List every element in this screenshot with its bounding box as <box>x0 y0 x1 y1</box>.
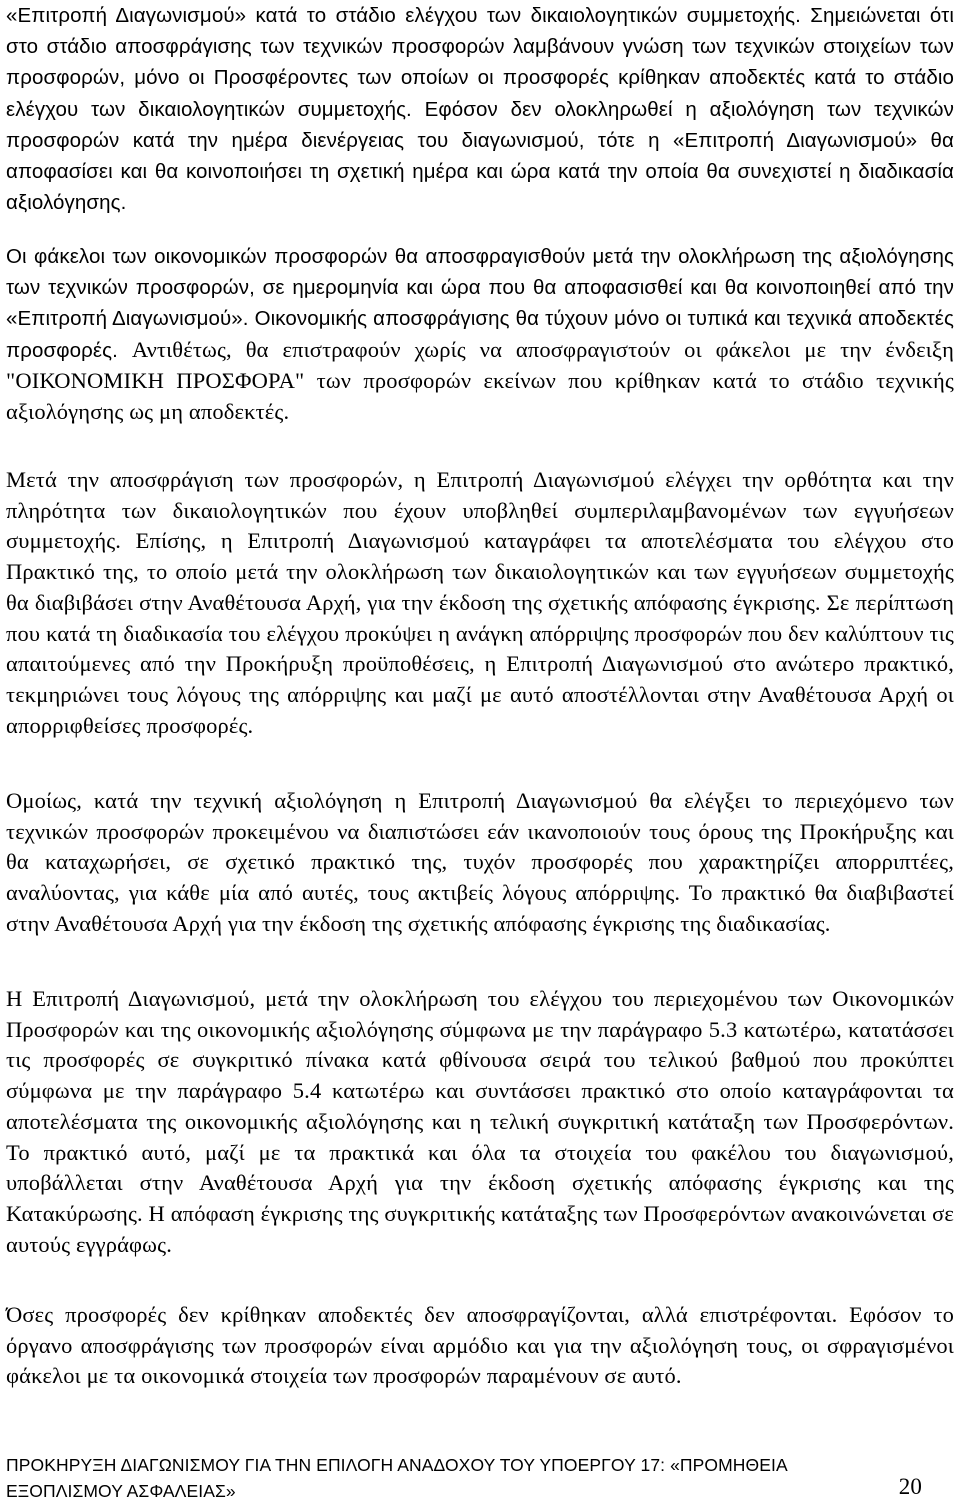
footer-title-line-1: ΠΡΟΚΗΡΥΞΗ ΔΙΑΓΩΝΙΣΜΟΥ ΓΙΑ ΤΗΝ ΕΠΙΛΟΓΗ ΑΝΑΔΟΧΟΥ ΤΟΥ ΥΠΟΕΡΓΟΥ 17: «ΠΡΟΜΗΘΕΙΑ <box>6 1455 788 1475</box>
paragraph-technical-offers-opening <box>6 0 954 218</box>
paragraph-text: Όσες προσφορές δεν κρίθηκαν αποδεκτές δεν αποσφραγίζονται, αλλά επιστρέφονται. Εφόσον το όργανο αποσφράγισης των προσφορών είναι αρμόδιο και για την αξιολόγηση τους, οι σφραγισμένοι φάκελοι με τα οικονομικά στοιχεία των προσφορών παραμένουν σε αυτό. <box>6 1302 954 1389</box>
paragraph-rejected-offers <box>6 1300 954 1392</box>
paragraph-text: Η Επιτροπή Διαγωνισμού, μετά την ολοκλήρωση του ελέγχου του περιεχομένου των Οικονομικών Προσφορών και της οικονομικής αξιολόγησης σύμφωνα με την παράγραφο 5.3 κατωτέρω, κατατάσσει τις προσφορές σε συγκριτικό πίνακα κατά φθίνουσα σειρά του τελικού βαθμού που προκύπτει σύμφωνα με την παράγραφο 5.4 κατωτέρω και συντάσσει πρακτικό στο οποίο καταγράφονται τα αποτελέσματα της οικονομικής αξιολόγησης και η τελική συγκριτική κατάταξη των Προσφερόντων. Το πρακτικό αυτό, μαζί με τα πρακτικά και όλα τα στοιχεία του φακέλου του διαγωνισμού, υποβάλλεται στην Αναθέτουσα Αρχή για την έκδοση σχετικής απόφασης έγκρισης και της Κατακύρωσης. Η απόφαση έγκρισης της συγκριτικής κατάταξης των Προσφερόντων ανακοινώνεται σε αυτούς εγγράφως. <box>6 986 954 1257</box>
page-number: 20 <box>898 1474 922 1499</box>
paragraph-text: Μετά την αποσφράγιση των προσφορών, η Επιτροπή Διαγωνισμού ελέγχει την ορθότητα και την πληρότητα των δικαιολογητικών που έχουν υποβληθεί συμπεριλαμβανομένων των εγγυήσεων συμμετοχής. Επίσης, η Επιτροπή Διαγωνισμού καταγράφει τα αποτελέσματα του ελέγχου στο Πρακτικό της, το οποίο μετά την ολοκλήρωση των δικαιολογητικών και των εγγυήσεων συμμετοχής θα διαβιβάσει στην Αναθέτουσα Αρχή, για την έκδοση της σχετικής απόφασης έγκρισης. Σε περίπτωση που κατά τη διαδικασία του ελέγχου προκύψει η ανάγκη απόρριψης προσφορών που δεν καλύπτουν τις απαιτούμενες από την Προκήρυξη προϋποθέσεις, η Επιτροπή Διαγωνισμού στο ανώτερο πρακτικό, τεκμηριώνει τους λόγους της απόρριψης και μαζί με αυτό αποστέλλονται στην Αναθέτουσα Αρχή οι απορριφθείσες προσφορές. <box>6 467 954 738</box>
footer-title-line-2: ΕΞΟΠΛΙΣΜΟΥ ΑΣΦΑΛΕΙΑΣ» <box>6 1481 236 1501</box>
paragraph-financial-evaluation <box>6 984 954 1260</box>
paragraph-text-sans: Οι φάκελοι των οικονομικών προσφορών θα αποσφραγισθούν μετά την ολοκλήρωση της αξιολόγησης των τεχνικών προσφορών, σε ημερομηνία και ώρα που θα αποφασισθεί και θα κοινοποιηθεί από την «Επιτροπή Διαγωνισμού». Οικονομικής αποσφράγισης θα τύχουν μόνο οι τυπικά και τεχνικά αποδεκτές προσφορές. <box>6 245 954 362</box>
paragraph-technical-evaluation <box>6 786 954 940</box>
paragraph-text: «Επιτροπή Διαγωνισμού» κατά το στάδιο ελέγχου των δικαιολογητικών συμμετοχής. Σημειώνεται ότι στο στάδιο αποσφράγισης των τεχνικών προσφορών λαμβάνουν γνώση των τεχνικών στοιχείων των προσφορών, μόνο οι Προσφέροντες των οποίων οι προσφορές κρίθηκαν αποδεκτές κατά το στάδιο ελέγχου των δικαιολογητικών συμμετοχής. Εφόσον δεν ολοκληρωθεί η αξιολόγηση των τεχνικών προσφορών κατά την ημέρα διενέργειας του διαγωνισμού, τότε η «Επιτροπή Διαγωνισμού» θα αποφασίσει και θα κοινοποιήσει τη σχετική ημέρα και ώρα κατά την οποία θα συνεχιστεί η διαδικασία αξιολόγησης. <box>6 4 954 215</box>
paragraph-financial-offers-opening <box>6 241 954 427</box>
paragraph-text-serif: Αντιθέτως, θα επιστραφούν χωρίς να αποσφραγιστούν οι φάκελοι με την ένδειξη "ΟΙΚΟΝΟΜΙΚΗ ΠΡΟΣΦΟΡΑ" των προσφορών εκείνων που κρίθηκαν κατά το στάδιο τεχνικής αξιολόγησης ως μη αποδεκτές. <box>6 336 954 424</box>
paragraph-text: Ομοίως, κατά την τεχνική αξιολόγηση η Επιτροπή Διαγωνισμού θα ελέγξει το περιεχόμενο των τεχνικών προσφορών προκειμένου να διαπιστώσει εάν ικανοποιούν τους όρους της Προκήρυξης και θα καταχωρήσει, σε σχετικό πρακτικό της, τυχόν προσφορές που χαρακτηρίζει απορριπτέες, αναλύοντας, για κάθε μία από αυτές, τους ακτιβείς λόγους απόρριψης. Το πρακτικό θα διαβιβαστεί στην Αναθέτουσα Αρχή για την έκδοση της σχετικής απόφασης έγκρισης της διαδικασίας. <box>6 788 954 936</box>
page-footer <box>6 1452 954 1504</box>
paragraph-documents-check <box>6 465 954 741</box>
